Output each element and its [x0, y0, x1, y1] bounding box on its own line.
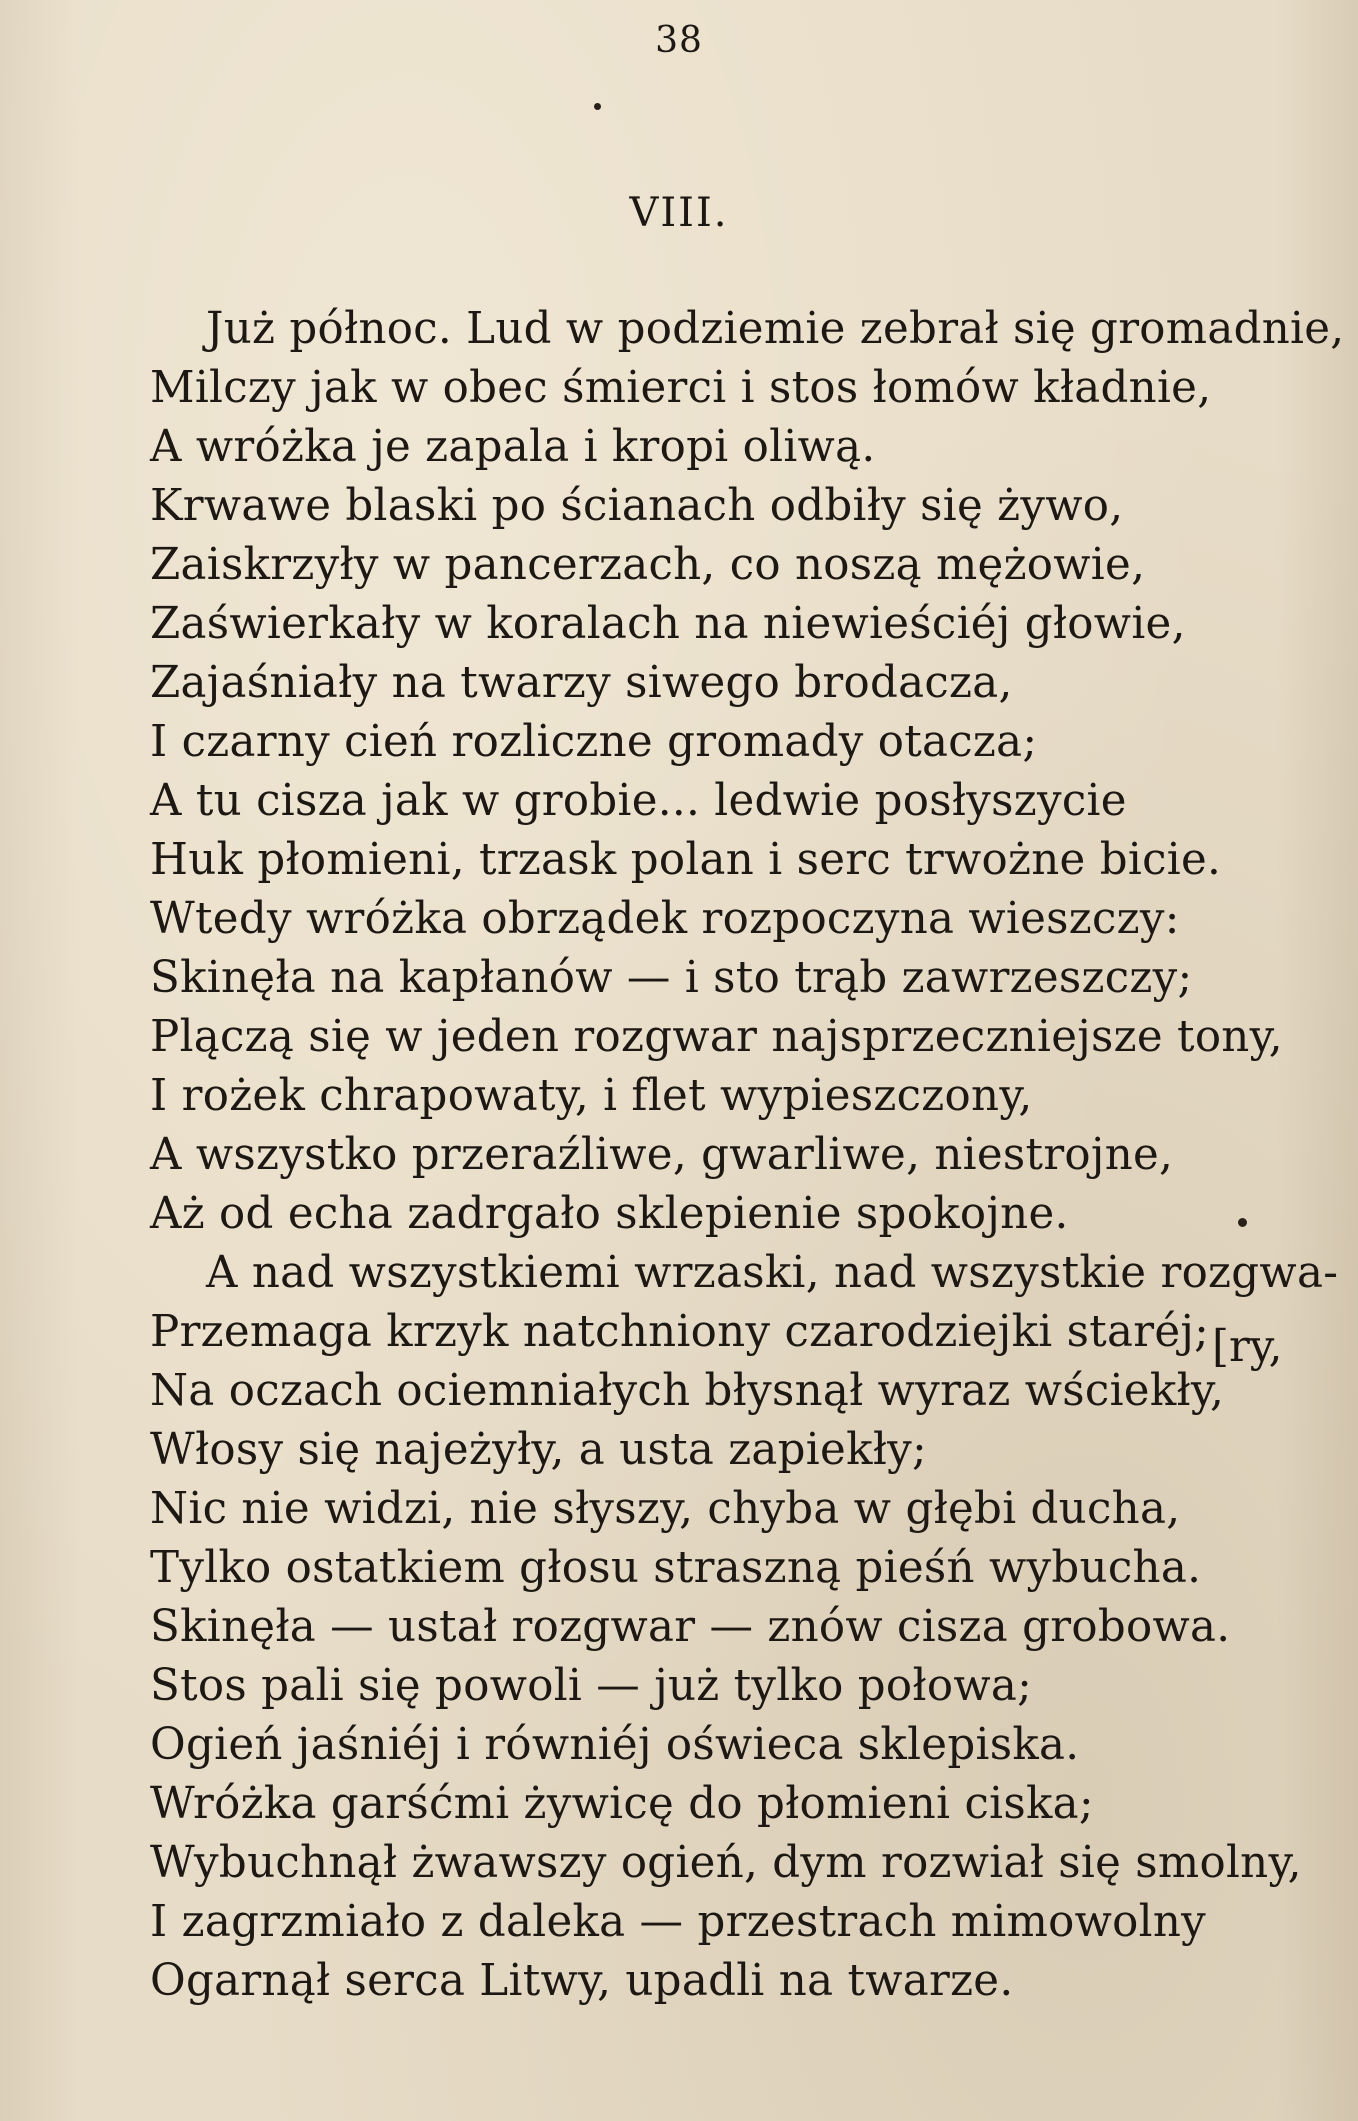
poem-text: [150, 300, 1345, 2011]
poem-line: Skinęła — ustał rozgwar — znów cisza grobowa.: [150, 1602, 1231, 1652]
section-heading: VIII.: [629, 190, 729, 236]
poem-line: Wybuchnął żwawszy ogień, dym rozwiał się smolny,: [150, 1838, 1302, 1888]
poem-line: Zajaśniały na twarzy siwego brodacza,: [150, 658, 1013, 708]
poem-line: Już północ. Lud w podziemie zebrał się gromadnie,: [206, 304, 1345, 354]
poem-line: Krwawe blaski po ścianach odbiły się żywo,: [150, 481, 1124, 531]
poem-line: Wtedy wróżka obrządek rozpoczyna wieszczy:: [150, 894, 1180, 944]
broken-word-ending: [ry,: [1212, 1322, 1283, 1372]
poem-line: A tu cisza jak w grobie... ledwie posłyszycie: [150, 776, 1127, 826]
poem-line: Nic nie widzi, nie słyszy, chyba w głębi ducha,: [150, 1484, 1181, 1534]
poem-line: Włosy się najeżyły, a usta zapiekły;: [150, 1425, 927, 1475]
poem-line: Plączą się w jeden rozgwar najsprzeczniejsze tony,: [150, 1012, 1283, 1062]
page-number: 38: [655, 20, 703, 61]
poem-line: Skinęła na kapłanów — i sto trąb zawrzeszczy;: [150, 953, 1193, 1003]
poem-line: Stos pali się powoli — już tylko połowa;: [150, 1661, 1033, 1711]
poem-line: Tylko ostatkiem głosu straszną pieśń wybucha.: [150, 1543, 1202, 1593]
poem-line: Na oczach ociemniałych błysnął wyraz wściekły,: [150, 1366, 1225, 1416]
poem-line: A wszystko przeraźliwe, gwarliwe, niestrojne,: [150, 1130, 1174, 1180]
poem-line: I czarny cień rozliczne gromady otacza;: [150, 717, 1038, 767]
poem-line: Huk płomieni, trzask polan i serc trwożne bicie.: [150, 835, 1222, 885]
print-speck-dot: [594, 103, 601, 110]
poem-line: Zaświerkały w koralach na niewieściéj głowie,: [150, 599, 1186, 649]
poem-line: A nad wszystkiemi wrzaski, nad wszystkie rozgwa-: [206, 1248, 1339, 1298]
poem-line: Przemaga krzyk natchniony czarodziejki staréj;: [150, 1307, 1210, 1357]
poem-line: Zaiskrzyły w pancerzach, co noszą mężowie,: [150, 540, 1146, 590]
poem-line: Aż od echa zadrgało sklepienie spokojne.: [150, 1189, 1069, 1239]
poem-line: A wróżka je zapala i kropi oliwą.: [150, 422, 876, 472]
poem-line: Ogarnął serca Litwy, upadli na twarze.: [150, 1956, 1014, 2006]
print-speck-dot: [1238, 1218, 1247, 1227]
poem-line: I rożek chrapowaty, i flet wypieszczony,: [150, 1071, 1033, 1121]
poem-line: Milczy jak w obec śmierci i stos łomów kładnie,: [150, 363, 1212, 413]
poem-line: Wróżka garśćmi żywicę do płomieni ciska;: [150, 1779, 1094, 1829]
poem-line: Ogień jaśniéj i równiéj oświeca sklepiska.: [150, 1720, 1080, 1770]
poem-line: I zagrzmiało z daleka — przestrach mimowolny: [150, 1897, 1207, 1947]
